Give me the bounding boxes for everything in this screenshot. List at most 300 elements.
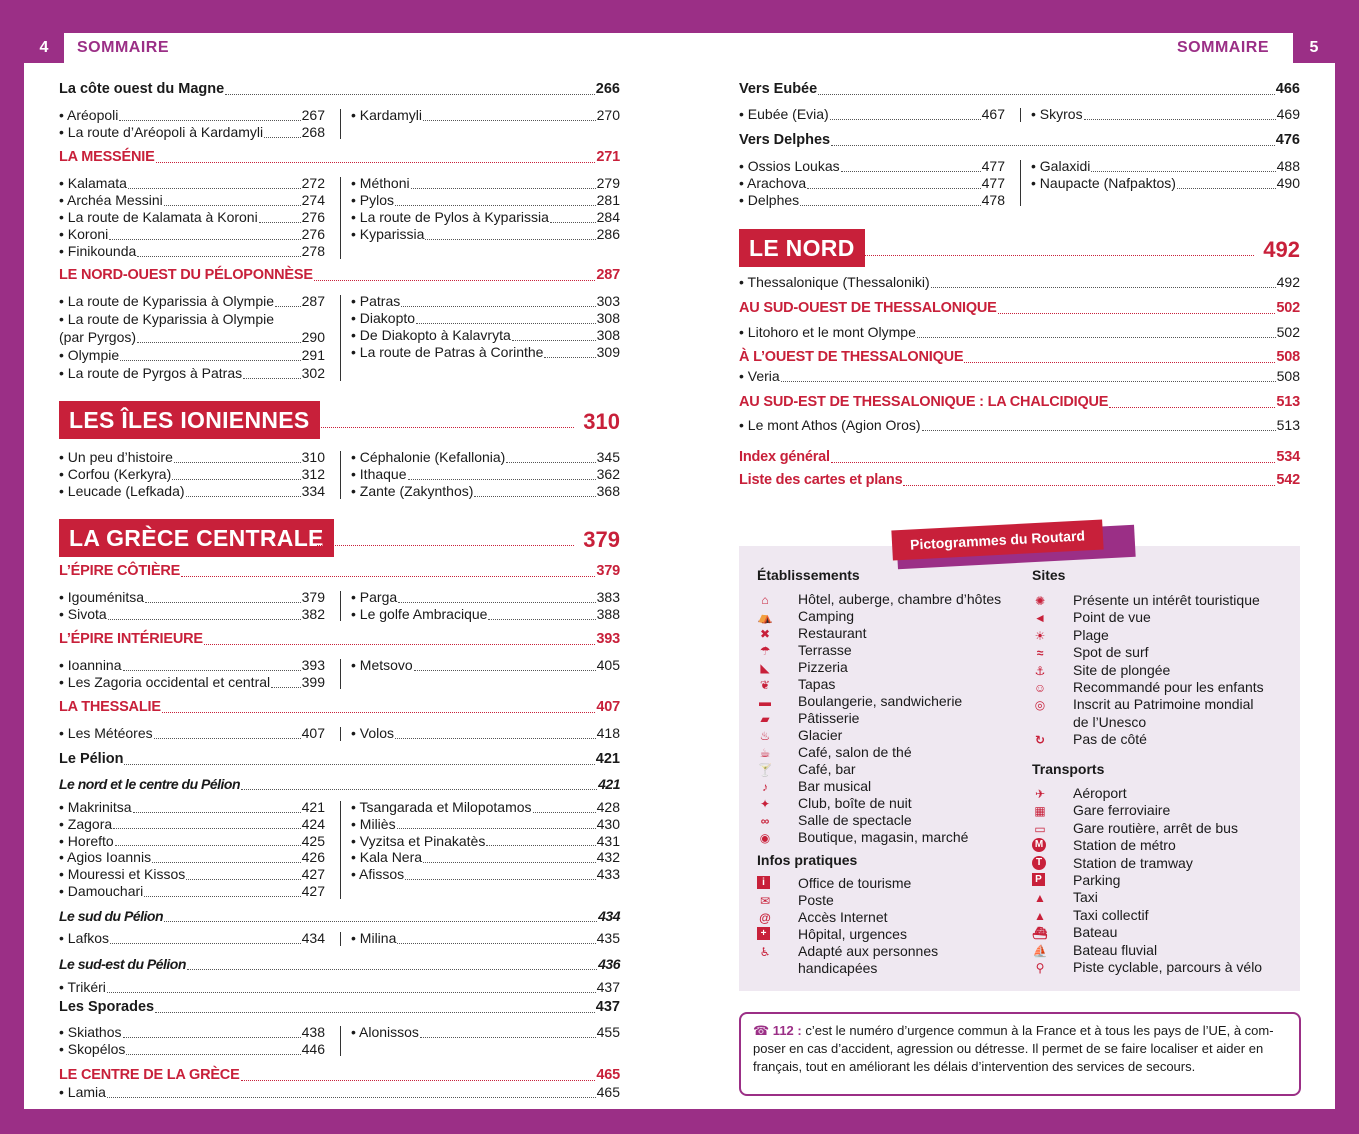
sub-entries [59, 930, 325, 947]
entry-page: 434 [301, 930, 325, 946]
entry-label: Le Pélion [59, 751, 124, 767]
leader-dots [397, 934, 595, 944]
leader-dots [137, 333, 301, 343]
leader-dots [126, 1045, 300, 1055]
picto-icon: + [757, 927, 770, 940]
sub-entry [59, 883, 325, 900]
picto-icon: ▲ [1034, 908, 1046, 923]
picto-label: Café, salon de thé [798, 744, 912, 760]
leader-dots [831, 136, 1275, 146]
sub-entries [59, 175, 325, 260]
entry-label: • Thessalonique (Thessaloniki) [739, 274, 930, 290]
emergency-note [739, 1012, 1301, 1096]
leader-dots [533, 803, 596, 813]
sub-entry [59, 107, 325, 124]
picto-label: Restaurant [798, 625, 867, 641]
entry-page: 488 [1276, 158, 1300, 174]
entry-page: 466 [1275, 81, 1300, 97]
toc-entry [59, 1067, 620, 1084]
leader-dots [133, 803, 301, 813]
toc-column [59, 33, 620, 1109]
sub-entry [739, 158, 1005, 175]
entry-page: 271 [596, 149, 620, 165]
entry-label: LE NORD-OUEST DU PÉLOPONNÈSE [59, 267, 313, 283]
right-page [680, 33, 1335, 1109]
leader-dots [398, 593, 595, 603]
leader-dots [124, 755, 594, 765]
column-divider [340, 591, 341, 621]
entry-page: 426 [301, 849, 325, 866]
entry-label: • Afissos [351, 866, 405, 883]
toc-entry [739, 472, 1300, 489]
entry-page: 513 [1276, 417, 1300, 433]
sub-entries [351, 799, 620, 883]
leader-dots [259, 213, 301, 223]
entry-page: 308 [596, 310, 620, 326]
picto-icon: P [1032, 873, 1045, 886]
sub-entries [739, 274, 1300, 291]
leader-dots [550, 213, 596, 223]
sub-entry [351, 226, 620, 243]
page-header: SOMMAIRE [1177, 39, 1269, 56]
entry-label: • Skopélos [59, 1041, 126, 1057]
picto-label: Pâtisserie [798, 710, 860, 726]
entry-label: • Archéa Messini [59, 192, 163, 208]
entry-label: • Makrinitsa [59, 799, 132, 815]
entry-label: • Igouménitsa [59, 589, 145, 605]
sub-entries [59, 725, 325, 742]
picto-icon: 🍸 [757, 763, 773, 777]
sub-entry [59, 833, 325, 850]
leader-dots [187, 960, 597, 970]
entry-page: 469 [1276, 106, 1300, 122]
entry-page: 278 [301, 243, 325, 259]
sub-entries [59, 979, 620, 996]
entry-label: AU SUD-EST DE THESSALONIQUE : LA CHALCIDIQUE [739, 394, 1109, 410]
sub-entry [59, 979, 620, 996]
sub-entry [739, 175, 1005, 192]
leader-dots [922, 421, 1276, 431]
picto-category: Infos pratiques [757, 852, 858, 868]
entry-page: 334 [301, 483, 325, 499]
entry-page: 309 [596, 344, 620, 360]
entry-label: • Le golfe Ambracique [351, 606, 488, 622]
picto-label: Inscrit au Patrimoine mondial [1073, 696, 1254, 713]
leader-dots [137, 247, 300, 257]
leader-dots [830, 110, 981, 120]
leader-dots [423, 853, 596, 863]
column-divider [340, 177, 341, 259]
leader-dots [474, 487, 595, 497]
leader-dots [964, 353, 1275, 363]
sub-entry [351, 866, 620, 883]
picto-label: Taxi [1073, 889, 1098, 906]
entry-label: • La route de Kyparissia à Olympie [59, 293, 275, 309]
sub-entry [351, 930, 620, 947]
sub-entry [59, 466, 325, 483]
sub-entry [59, 799, 325, 816]
picto-category: Transports [1032, 761, 1105, 777]
sub-entries [59, 293, 325, 383]
leader-dots [401, 297, 595, 307]
leader-dots [243, 369, 301, 379]
leader-dots [544, 348, 595, 358]
picto-label: Terrasse [798, 642, 852, 658]
entry-page: 393 [301, 657, 325, 673]
toc-entry [59, 776, 620, 793]
sub-entries [1031, 158, 1300, 192]
sub-entries [1031, 106, 1300, 123]
picto-label: Gare ferroviaire [1073, 802, 1171, 819]
leader-dots [155, 1003, 595, 1013]
sub-entry [59, 293, 325, 310]
picto-icon: ☕ [759, 746, 771, 760]
sub-entry [59, 124, 325, 141]
picto-label: Office de tourisme [798, 875, 912, 891]
sub-entry [351, 310, 620, 327]
picto-icon: ☂ [759, 644, 771, 658]
column-divider [340, 659, 341, 689]
leader-dots [423, 111, 596, 121]
entry-page: 383 [596, 589, 620, 605]
entry-label: • Litohoro et le mont Olympe [739, 324, 916, 340]
sub-entry [351, 344, 620, 361]
leader-dots [241, 1071, 596, 1081]
entry-page: 405 [596, 657, 620, 673]
picto-icon: ∞ [760, 814, 770, 828]
sub-entry [59, 311, 325, 328]
entry-label: À L’OUEST DE THESSALONIQUE [739, 349, 964, 365]
entry-label: • Olympie [59, 347, 120, 363]
picto-label: Recommandé pour les enfants [1073, 679, 1264, 695]
entry-page: 276 [301, 209, 325, 225]
entry-page: 345 [596, 449, 620, 465]
entry-label: • Horefto [59, 832, 114, 849]
leader-dots [1109, 398, 1275, 408]
entry-page: 303 [596, 293, 620, 309]
entry-page: 428 [596, 799, 620, 815]
entry-label: • Un peu d’histoire [59, 449, 173, 465]
entry-page: 418 [596, 725, 620, 741]
leader-dots [107, 1088, 596, 1098]
leader-dots [488, 610, 595, 620]
picto-label: Salle de spectacle [798, 812, 912, 828]
sub-entries [59, 657, 325, 691]
picto-icon: @ [759, 911, 771, 925]
sub-entry [739, 368, 1300, 385]
picto-icon: ♨ [759, 729, 771, 743]
sub-entries [351, 589, 620, 623]
leader-dots [395, 729, 596, 739]
toc-entry [739, 394, 1300, 411]
entry-label: • Damouchari [59, 883, 144, 899]
leader-dots [807, 179, 980, 189]
sub-entry [351, 725, 620, 742]
sub-entry [351, 107, 620, 124]
toc-entry [59, 631, 620, 648]
toc-entry [59, 267, 620, 284]
entry-page: 477 [981, 158, 1005, 174]
picto-label: Poste [798, 892, 834, 908]
leader-dots [128, 179, 301, 189]
sub-entries [351, 1024, 620, 1041]
entry-page: 276 [301, 226, 325, 242]
picto-label: Adapté aux personnes [798, 943, 939, 959]
entry-label: • Miliès [351, 815, 396, 832]
sub-entry [59, 347, 325, 364]
sub-entries [59, 1024, 325, 1058]
picto-label: Café, bar [798, 761, 856, 777]
sub-entries [351, 930, 620, 947]
picto-icon: ▦ [1034, 804, 1046, 819]
entry-label: • Koroni [59, 226, 109, 242]
entry-page: 379 [301, 589, 325, 605]
sub-entries [351, 293, 620, 361]
leader-dots [1091, 162, 1275, 172]
picto-icon: ⛺ [757, 610, 773, 624]
entry-page: 534 [1276, 449, 1300, 465]
sub-entry [59, 365, 325, 382]
emergency-text: c’est le numéro d’urgence commun à la France et à tous les pays de l’UE, à com-poser en cas d’accident, agression ou détresse. Il permet de se faire localiser et aider en français, tout en améliorant les délais d’intervention des services de secours. [753, 1023, 1274, 1074]
sub-entry [59, 674, 325, 691]
leader-dots [186, 870, 300, 880]
picto-label: Tapas [798, 676, 836, 692]
sub-entry [351, 589, 620, 606]
sub-entries [739, 324, 1300, 341]
entry-page: 407 [301, 725, 325, 741]
column-divider [340, 727, 341, 741]
entry-page: 427 [301, 866, 325, 883]
picto-icon: ♪ [762, 780, 768, 794]
picto-icon: ◎ [1034, 698, 1046, 713]
entry-page: 430 [596, 815, 620, 832]
entry-label: L’ÉPIRE INTÉRIEURE [59, 631, 203, 647]
entry-page: 312 [301, 466, 325, 482]
entry-label: • La route d’Aréopoli à Kardamyli [59, 124, 264, 140]
entry-page: 421 [598, 776, 620, 792]
entry-page: 465 [596, 1084, 620, 1100]
entry-label: • Skiathos [59, 1024, 122, 1040]
sub-entry [59, 1024, 325, 1041]
entry-label: • Ioannina [59, 657, 122, 673]
picto-icon: ☺ [1033, 681, 1047, 695]
entry-page: 388 [596, 606, 620, 622]
column-divider [340, 295, 341, 381]
picto-icon: i [757, 876, 770, 889]
picto-icon: T [1032, 856, 1046, 870]
picto-label: Boulangerie, sandwicherie [798, 693, 963, 709]
entry-label: • La route de Patras à Corinthe [351, 344, 544, 360]
entry-page: 513 [1276, 394, 1300, 410]
entry-page: 302 [301, 365, 325, 381]
leader-dots [931, 278, 1276, 288]
chapter-title: LE NORD [739, 229, 865, 267]
entry-label: • Leucade (Lefkada) [59, 483, 185, 499]
picto-label: Camping [798, 608, 855, 624]
picto-label: Club, boîte de nuit [798, 795, 912, 811]
entry-label: • Ossios Loukas [739, 158, 840, 174]
entry-page: 287 [301, 293, 325, 309]
sub-entries [59, 589, 325, 623]
sub-entry [351, 799, 620, 816]
leader-dots [309, 427, 574, 428]
sub-entry [59, 930, 325, 947]
entry-label: • Volos [351, 725, 395, 741]
picto-label: Point de vue [1073, 609, 1151, 626]
leader-dots [108, 610, 301, 620]
picto-label: Station de tramway [1073, 854, 1193, 871]
sub-entry [59, 175, 325, 192]
sub-entry [59, 449, 325, 466]
entry-page: 308 [596, 327, 620, 343]
entry-page: 362 [596, 466, 620, 482]
entry-label: • Patras [351, 293, 401, 309]
toc-entry [59, 149, 620, 166]
entry-page: 421 [301, 799, 325, 815]
picto-label: Bateau [1073, 924, 1118, 941]
entry-page: 424 [301, 815, 325, 832]
page-header: SOMMAIRE [77, 39, 169, 56]
sub-entry [351, 466, 620, 483]
leader-dots [204, 635, 596, 645]
entry-page: 421 [595, 751, 620, 767]
picto-icon: ✉ [759, 894, 771, 908]
picto-icon: ⛴ [1032, 926, 1048, 941]
entry-label: • La route de Kalamata à Koroni [59, 209, 258, 225]
sub-entry [59, 657, 325, 674]
sub-entry [351, 449, 620, 466]
entry-label: • Zagora [59, 815, 113, 832]
toc-entry [59, 999, 620, 1016]
entry-page: 502 [1276, 324, 1300, 340]
picto-icon: ⚲ [1035, 961, 1045, 975]
leader-dots [861, 255, 1254, 256]
leader-dots [317, 545, 574, 546]
leader-dots [397, 819, 596, 829]
sub-entry [59, 866, 325, 883]
sub-entries [739, 417, 1300, 434]
sub-entry [351, 606, 620, 623]
leader-dots [831, 453, 1276, 463]
entry-page: 427 [301, 883, 325, 899]
sub-entry [59, 606, 325, 623]
leader-dots [405, 870, 595, 880]
entry-page: 478 [981, 192, 1005, 208]
entry-page: 393 [596, 631, 620, 647]
entry-label: Vers Eubée [739, 81, 818, 97]
picto-icon: ◄ [1034, 611, 1046, 626]
sub-entry [59, 589, 325, 606]
entry-page: 467 [981, 106, 1005, 122]
entry-label: • Kardamyli [351, 107, 423, 123]
leader-dots [314, 271, 596, 281]
leader-dots [998, 304, 1276, 314]
leader-dots [152, 853, 301, 863]
picto-label: Parking [1073, 872, 1121, 888]
leader-dots [123, 1028, 301, 1038]
sub-entry [59, 1084, 620, 1101]
column-divider [340, 1026, 341, 1056]
entry-label: • Kala Nera [351, 849, 423, 866]
entry-page: 438 [301, 1024, 325, 1040]
leader-dots [781, 372, 1276, 382]
entry-label: • Kyparissia [351, 226, 425, 242]
sub-entry [351, 175, 620, 192]
entry-page: 477 [981, 175, 1005, 191]
toc-entry [59, 751, 620, 768]
entry-page: 284 [596, 209, 620, 225]
sub-entry [59, 483, 325, 500]
entry-label: Le nord et le centre du Pélion [59, 776, 241, 792]
leader-dots [395, 196, 596, 206]
picto-label: Pas de côté [1073, 731, 1147, 748]
picto-icon: ✦ [759, 797, 771, 811]
pictograms-tag: Pictogrammes du Routard [891, 519, 1103, 560]
picto-label: Hôpital, urgences [798, 926, 907, 942]
leader-dots [271, 678, 301, 688]
sub-entries [739, 368, 1300, 385]
sub-entry [351, 209, 620, 226]
leader-dots [506, 453, 595, 463]
entry-label: • De Diakopto à Kalavryta [351, 327, 511, 343]
leader-dots [181, 567, 595, 577]
entry-page: 407 [596, 699, 620, 715]
sub-entry [59, 329, 325, 346]
sub-entry [1031, 175, 1300, 192]
entry-page: 270 [596, 107, 620, 123]
sub-entry [59, 209, 325, 226]
leader-dots [1177, 179, 1276, 189]
picto-label: Bateau fluvial [1073, 941, 1158, 958]
entry-page: 434 [598, 908, 620, 924]
entry-label: • Metsovo [351, 657, 413, 673]
sub-entry [59, 849, 325, 866]
entry-page: 542 [1276, 472, 1300, 488]
picto-icon: ✈ [1034, 787, 1046, 801]
sub-entry [351, 657, 620, 674]
entry-page: 425 [301, 832, 325, 849]
picto-label: Hôtel, auberge, chambre d’hôtes [798, 591, 1002, 607]
leader-dots [109, 230, 300, 240]
toc-entry [59, 699, 620, 716]
entry-label: • La route de Pylos à Kyparissia [351, 209, 549, 225]
leader-dots [225, 85, 595, 95]
emergency-number: ☎ 112 : [753, 1023, 802, 1038]
sub-entries [59, 1084, 620, 1101]
entry-page: 287 [596, 267, 620, 283]
entry-label: • Parga [351, 589, 398, 605]
picto-label: Pizzeria [798, 659, 848, 675]
sub-entries [59, 799, 325, 900]
leader-dots [172, 470, 300, 480]
leader-dots [154, 729, 301, 739]
entry-label: • Aréopoli [59, 107, 119, 123]
sub-entries [739, 158, 1005, 209]
sub-entry [739, 274, 1300, 291]
entry-page: 476 [1275, 132, 1300, 148]
entry-label: • Tsangarada et Milopotamos [351, 799, 532, 815]
leader-dots [186, 487, 301, 497]
entry-label: LA MESSÉNIE [59, 149, 155, 165]
sub-entry [351, 192, 620, 209]
column-divider [340, 451, 341, 499]
picto-label: Présente un intérêt touristique [1073, 592, 1260, 608]
entry-page: 433 [596, 866, 620, 883]
entry-label: • Lamia [59, 1084, 106, 1100]
entry-label: • Milina [351, 930, 397, 946]
sub-entry [351, 327, 620, 344]
picto-label: handicapées [798, 960, 878, 976]
